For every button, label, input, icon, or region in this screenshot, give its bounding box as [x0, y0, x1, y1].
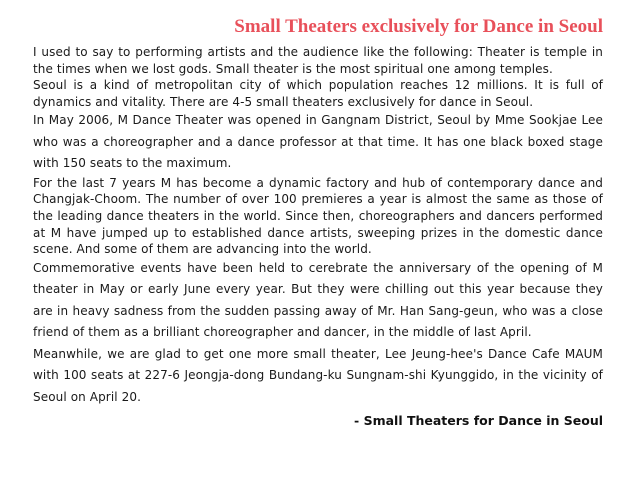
- paragraph-seven-years: For the last 7 years M has become a dynamic factory and hub of contemporary dance and Changjak-Choom. The number of over 100 premieres a year is almost the same as those of the leading dance theaters in the world. Since then, choreographers and dancers performed at M have jumped up to established dance artists, sweeping prizes in the domestic dance scene. And some of them are advancing into the world.: [33, 175, 603, 257]
- article: [33, 0, 603, 430]
- paragraph-m-dance-theater: In May 2006, M Dance Theater was opened in Gangnam District, Seoul by Mme Sookjae Lee who was a choreographer and a dance professor at that time. It has one black boxed stage with 150 seats to the maximum.: [33, 113, 603, 171]
- article-title: Small Theaters exclusively for Dance in Seoul: [234, 16, 603, 37]
- paragraph-seoul: Seoul is a kind of metropolitan city of which population reaches 12 millions. It is full of dynamics and vitality. There are 4-5 small theaters exclusively for dance in Seoul.: [33, 78, 603, 109]
- paragraph-dance-cafe-maum: Meanwhile, we are glad to get one more small theater, Lee Jeung-hee's Dance Cafe MAUM with 100 seats at 227-6 Jeongja-dong Bundang-ku Sungnam-shi Kyunggido, in the vicinity of Seoul on April 20.: [33, 346, 603, 404]
- paragraph-commemorative-events: Commemorative events have been held to cerebrate the anniversary of the opening of M theater in May or early June every year. But they were chilling out this year because they are in heavy sadness from the sudden passing away of Mr. Han Sang-geun, who was a close friend of them as a brilliant choreographer and dancer, in the middle of last April.: [33, 260, 603, 340]
- paragraph-intro: I used to say to performing artists and the audience like the following: Theater is temple in the times when we lost gods. Small theater is the most spiritual one among temples.: [33, 45, 603, 76]
- article-signature: - Small Theaters for Dance in Seoul: [354, 413, 603, 429]
